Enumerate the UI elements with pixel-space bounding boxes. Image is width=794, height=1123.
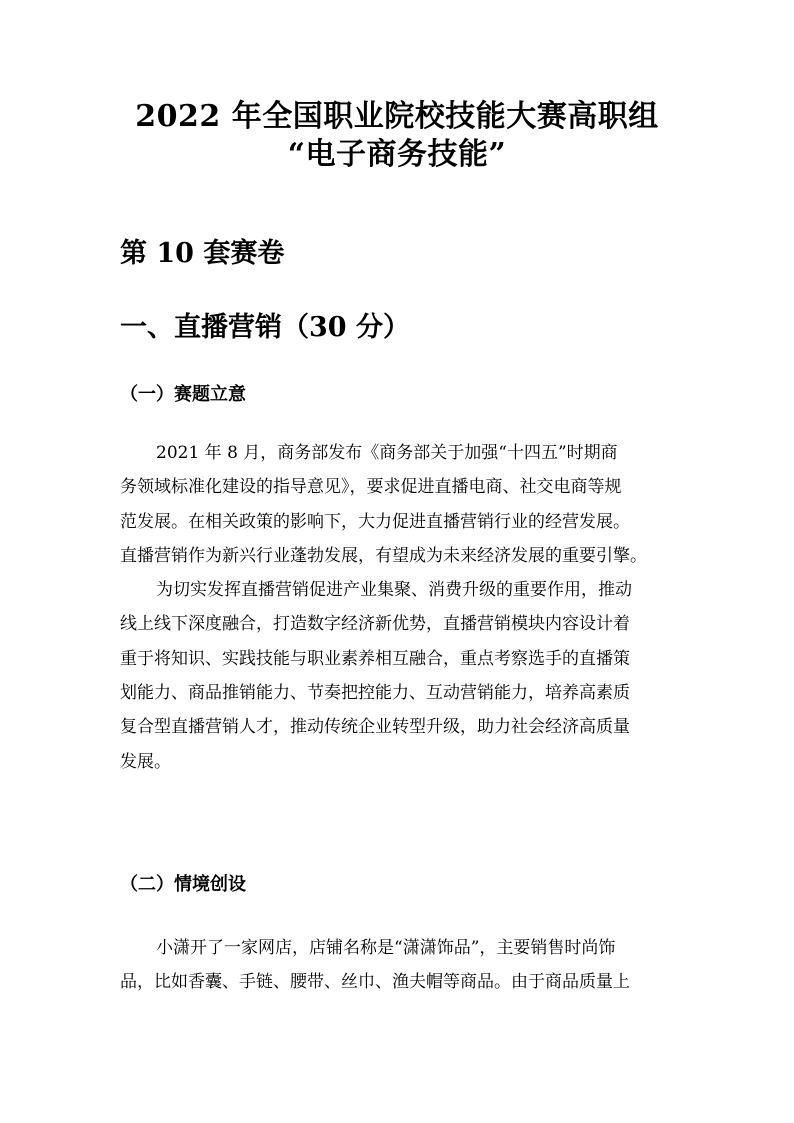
paragraph-scenario [120, 931, 680, 1000]
paragraph-line: 线上线下深度融合，打造数字经济新优势，直播营销模块内容设计着 [120, 614, 630, 635]
paragraph-line: 品，比如香囊、手链、腰带、丝巾、渔夫帽等商品。由于商品质量上 [120, 972, 630, 993]
section-heading: 一、直播营销（30 分） [120, 312, 410, 343]
paragraph-line: 2021 年 8 月，商务部发布《商务部关于加强“十四五”时期商 [156, 443, 618, 463]
paragraph-line: 为切实发挥直播营销促进产业集聚、消费升级的重要作用，推动 [156, 580, 632, 601]
paragraph-line: 发展。 [120, 751, 171, 772]
document-title-line2: “电子商务技能” [287, 137, 507, 172]
document-title-line1: 2022 年全国职业院校技能大赛高职组 [135, 99, 659, 134]
paragraph-line: 务领域标准化建设的指导意见》，要求促进直播电商、社交电商等规 [120, 477, 622, 498]
paragraph-line: 复合型直播营销人才，推动传统企业转型升级，助力社会经济高质量 [120, 717, 630, 738]
paragraph-line: 直播营销作为新兴行业蓬勃发展，有望成为未来经济发展的重要引擎。 [120, 545, 647, 566]
set-heading: 第 10 套赛卷 [120, 238, 285, 269]
paragraph-intent [120, 436, 680, 779]
paragraph-line: 划能力、商品推销能力、节奏把控能力、互动营销能力，培养高素质 [120, 683, 630, 704]
paragraph-line: 范发展。在相关政策的影响下，大力促进直播营销行业的经营发展。 [120, 511, 630, 532]
subsection-heading-intent: （一）赛题立意 [120, 384, 246, 405]
subsection-heading-scenario: （二）情境创设 [120, 874, 246, 895]
paragraph-line: 重于将知识、实践技能与职业素养相互融合，重点考察选手的直播策 [120, 648, 630, 669]
paragraph-line: 小潇开了一家网店，店铺名称是“潇潇饰品”，主要销售时尚饰 [156, 938, 616, 958]
